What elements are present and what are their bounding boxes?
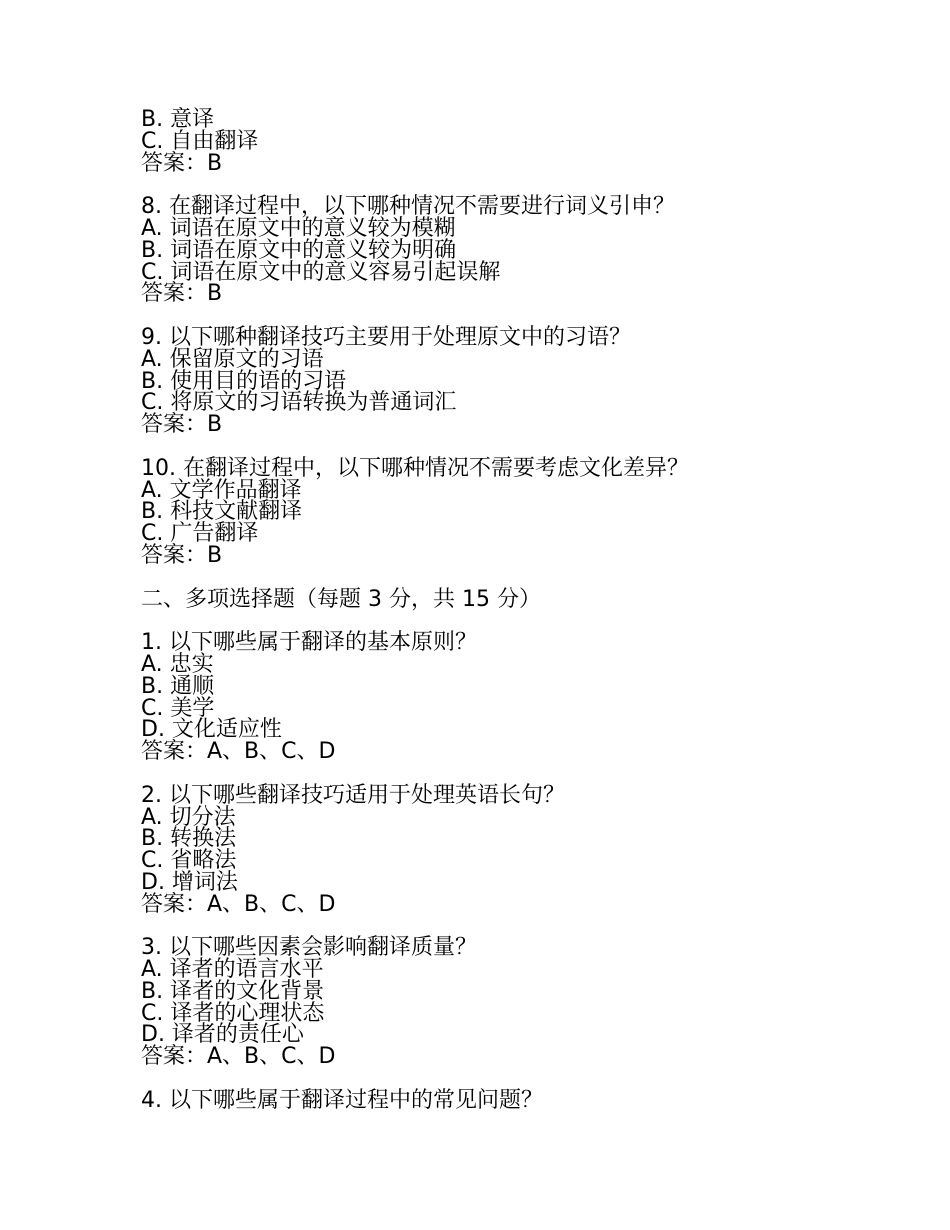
option: C. 将原文的习语转换为普通词汇 [141,390,457,416]
answer: 答案：A、B、C、D [141,739,336,765]
section-heading: 二、多项选择题（每题 3 分，共 15 分） [141,586,541,612]
option: A. 切分法 [141,804,236,830]
option: C. 词语在原文中的意义容易引起误解 [141,259,501,285]
answer: 答案：A、B、C、D [141,891,336,917]
question-block [141,196,901,305]
option: A. 忠实 [141,651,214,677]
option: B. 科技文献翻译 [141,499,303,525]
option: D. 增词法 [141,869,238,895]
answer: 答案：B [141,542,223,568]
option: B. 译者的文化背景 [141,978,325,1004]
question-text: 10. 在翻译过程中，以下哪种情况不需要考虑文化差异？ [141,455,689,481]
question-text: 3. 以下哪些因素会影响翻译质量？ [141,935,477,961]
question-block [141,632,901,763]
option: A. 文学作品翻译 [141,477,302,503]
question-block [141,1087,901,1113]
question-text: 9. 以下哪种翻译技巧主要用于处理原文中的习语？ [141,324,631,350]
option: A. 词语在原文中的意义较为模糊 [141,215,456,241]
answer: 答案：B [141,150,223,176]
option: D. 译者的责任心 [141,1022,304,1048]
question-text: 4. 以下哪些属于翻译过程中的常见问题？ [141,1087,543,1113]
question-text: 2. 以下哪些翻译技巧适用于处理英语长句？ [141,782,565,808]
option: C. 省略法 [141,848,237,874]
option: C. 美学 [141,695,215,721]
option: C. 广告翻译 [141,521,259,547]
option: B. 转换法 [141,826,237,852]
option: C. 自由翻译 [141,128,259,154]
option: C. 译者的心理状态 [141,1000,325,1026]
option: B. 意译 [141,107,215,132]
question-block [141,782,901,917]
option: D. 文化适应性 [141,717,282,743]
option: A. 译者的语言水平 [141,957,324,983]
option: A. 保留原文的习语 [141,346,324,372]
question-text: 1. 以下哪些属于翻译的基本原则？ [141,630,477,656]
answer: 答案：B [141,412,223,438]
question-text: 8. 在翻译过程中，以下哪种情况不需要进行词义引申？ [141,194,675,220]
answer: 答案：B [141,281,223,307]
option: B. 使用目的语的习语 [141,368,347,394]
question-block [141,937,901,1068]
option: B. 词语在原文中的意义较为明确 [141,237,457,263]
question-block [141,109,901,174]
option: B. 通顺 [141,673,215,699]
answer: 答案：A、B、C、D [141,1044,336,1070]
question-block [141,324,901,438]
document-page [141,109,901,1112]
question-block [141,455,901,568]
